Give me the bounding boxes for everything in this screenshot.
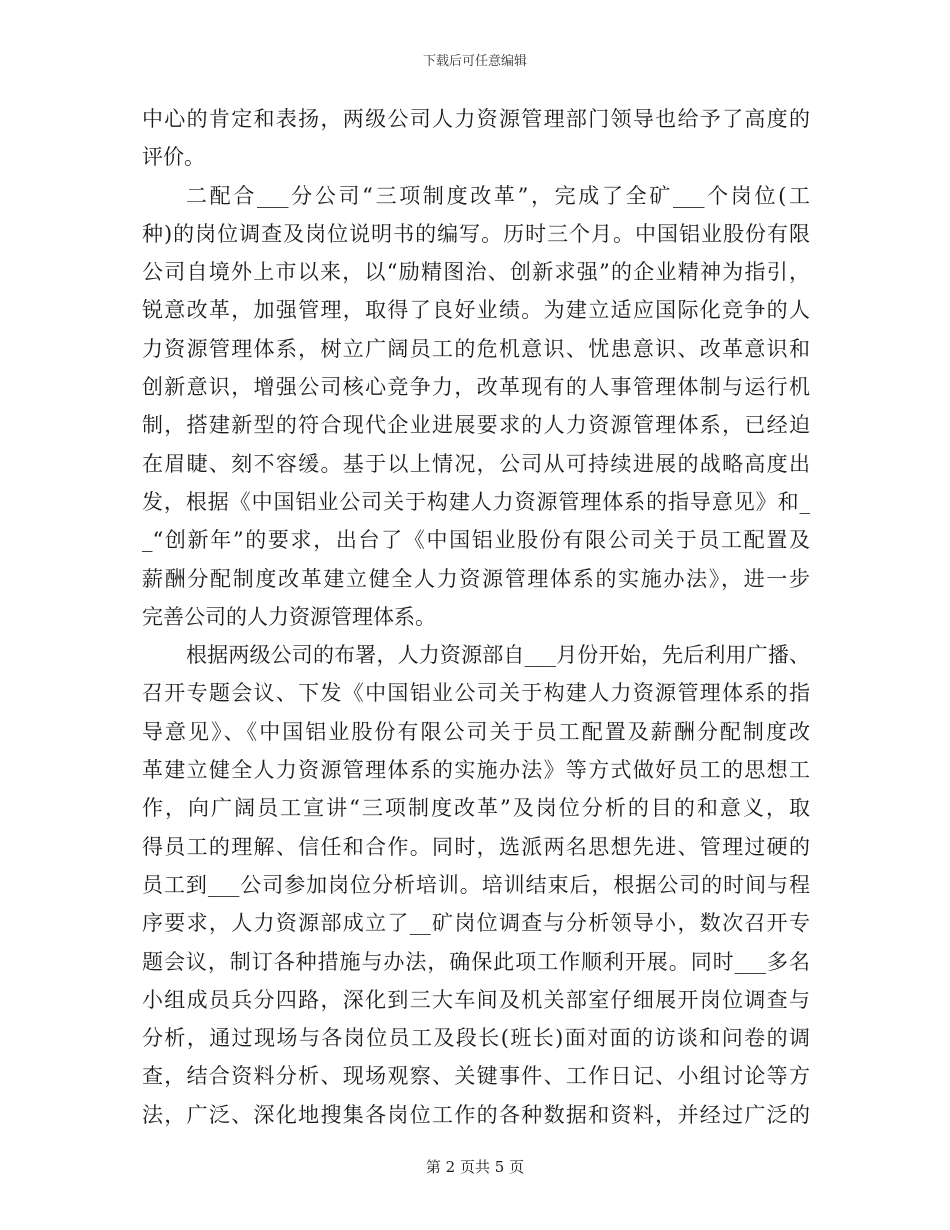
body-line: 员工到___公司参加岗位分析培训。培训结束后，根据公司的时间与程 (142, 872, 810, 897)
body-line: 中心的肯定和表扬，两级公司人力资源管理部门领导也给予了高度的 (142, 107, 810, 131)
body-line: 薪酬分配制度改革建立健全人力资源管理体系的实施办法》，进一步 (142, 566, 810, 591)
page-header: 下载后可任意编辑 (422, 54, 527, 69)
body-line: 召开专题会议、下发《中国铝业公司关于构建人力资源管理体系的指 (142, 681, 810, 706)
body-line: 完善公司的人力资源管理体系。 (142, 604, 436, 629)
body-line: 创新意识，增强公司核心竞争力，改革现有的人事管理体制与运行机 (142, 375, 810, 400)
body-line: 题会议，制订各种措施与办法，确保此项工作顺利开展。同时___多名 (142, 949, 810, 974)
document-body (142, 100, 810, 1134)
body-line: 发，根据《中国铝业公司关于构建人力资源管理体系的指导意见》和_ (142, 489, 810, 514)
body-line: 公司自境外上市以来，以“励精图治、创新求强”的企业精神为指引， (142, 260, 810, 285)
paragraph-start-line: 根据两级公司的布署，人力资源部自___月份开始，先后利用广播、 (186, 643, 810, 668)
body-line: 在眉睫、刻不容缓。基于以上情况，公司从可持续进展的战略高度出 (142, 451, 810, 476)
body-line: 查，结合资料分析、现场观察、关键事件、工作日记、小组讨论等方 (142, 1064, 810, 1089)
body-line: 评价。 (142, 145, 205, 170)
page-number-footer: 第 2 页共 5 页 (425, 1158, 525, 1176)
body-line: 分析，通过现场与各岗位员工及段长(班长)面对面的访谈和问卷的调 (142, 1026, 810, 1051)
body-line: 种)的岗位调查及岗位说明书的编写。历时三个月。中国铝业股份有限 (142, 221, 810, 246)
body-line: 序要求，人力资源部成立了__矿岗位调查与分析领导小，数次召开专 (142, 911, 810, 936)
body-line: 作，向广阔员工宣讲“三项制度改革”及岗位分析的目的和意义，取 (142, 796, 810, 821)
body-line: 得员工的理解、信任和合作。同时，选派两名思想先进、管理过硬的 (142, 834, 810, 859)
body-line: 锐意改革，加强管理，取得了良好业绩。为建立适应国际化竞争的人 (142, 298, 810, 323)
body-line: 革建立健全人力资源管理体系的实施办法》等方式做好员工的思想工 (142, 758, 810, 783)
body-line: 法，广泛、深化地搜集各岗位工作的各种数据和资料，并经过广泛的 (142, 1102, 810, 1127)
body-line: 小组成员兵分四路，深化到三大车间及机关部室仔细展开岗位调查与 (142, 987, 810, 1012)
body-line: 导意见》、《中国铝业股份有限公司关于员工配置及薪酬分配制度改 (142, 719, 810, 744)
body-line: 制，搭建新型的符合现代企业进展要求的人力资源管理体系，已经迫 (142, 413, 810, 438)
body-line: 力资源管理体系，树立广阔员工的危机意识、忧患意识、改革意识和 (142, 336, 810, 361)
body-line: _“创新年”的要求，出台了《中国铝业股份有限公司关于员工配置及 (142, 528, 810, 553)
paragraph-start-line: 二配合___分公司“三项制度改革”，完成了全矿___个岗位(工 (186, 183, 810, 208)
